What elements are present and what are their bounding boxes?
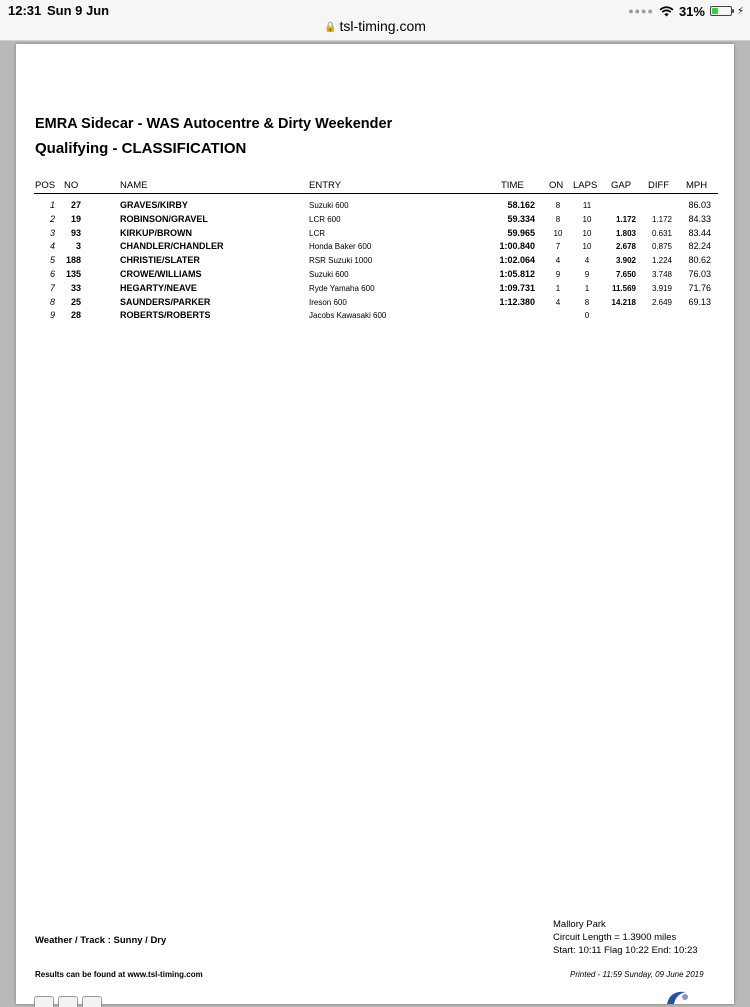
row-gap: 7.650	[615, 270, 636, 279]
row-name: SAUNDERS/PARKER	[120, 296, 211, 307]
row-entry: RSR Suzuki 1000	[309, 256, 373, 266]
row-laps: 10	[582, 214, 592, 224]
row-number: 188	[65, 255, 81, 266]
row-pos: 5	[49, 255, 55, 266]
row-pos: 9	[49, 310, 55, 321]
row-pos: 8	[49, 296, 55, 307]
row-number: 19	[70, 213, 81, 224]
row-laps: 0	[584, 311, 590, 321]
row-time: 59.965	[507, 227, 535, 238]
row-diff: 3.919	[651, 283, 672, 293]
row-laps: 4	[584, 256, 590, 266]
row-name: CHANDLER/CHANDLER	[120, 241, 224, 252]
row-gap: 14.218	[611, 297, 636, 307]
row-entry: LCR 600	[309, 214, 341, 224]
row-entry: Jacobs Kawasaki 600	[309, 311, 387, 321]
row-mph: 71.76	[688, 282, 711, 293]
row-pos: 3	[49, 227, 55, 238]
row-name: CHRISTIE/SLATER	[120, 255, 200, 266]
row-entry: Suzuki 600	[309, 270, 349, 279]
battery-icon	[710, 6, 732, 16]
tsl-logo-icon	[664, 988, 692, 1004]
charging-icon: ⚡	[736, 5, 744, 17]
row-gap: 1.803	[615, 228, 636, 238]
signal-dots-icon: ●●●●	[628, 6, 654, 16]
table-row	[16, 255, 734, 268]
battery-percent: 31%	[678, 3, 705, 19]
col-header-laps: LAPS	[573, 180, 598, 191]
results-document	[16, 44, 734, 1004]
row-name: CROWE/WILLIAMS	[120, 269, 202, 279]
row-name: GRAVES/KIRBY	[120, 200, 188, 210]
session-times: Start: 10:11 Flag 10:22 End: 10:23	[553, 945, 698, 956]
row-mph: 82.24	[688, 241, 711, 252]
row-mph: 80.62	[688, 255, 711, 266]
table-row	[16, 214, 734, 227]
row-number: 28	[70, 310, 81, 321]
wifi-icon	[659, 6, 674, 17]
toolbar-button[interactable]	[82, 996, 102, 1007]
row-laps: 10	[582, 228, 592, 238]
col-header-no: NO	[64, 180, 79, 191]
row-time: 1:09.731	[499, 282, 535, 293]
status-time: 12:31	[8, 3, 42, 18]
circuit-length: Circuit Length = 1.3900 miles	[553, 932, 677, 943]
col-header-pos: POS	[35, 180, 56, 191]
table-row	[16, 283, 734, 296]
row-gap: 3.902	[615, 256, 636, 266]
row-on: 7	[555, 242, 561, 252]
col-header-mph: MPH	[686, 180, 708, 191]
row-diff: 1.224	[651, 256, 672, 266]
row-pos: 2	[49, 213, 55, 224]
row-name: HEGARTY/NEAVE	[120, 282, 197, 293]
row-name: ROBINSON/GRAVEL	[120, 213, 208, 224]
row-number: 3	[75, 241, 81, 252]
row-laps: 8	[584, 297, 590, 307]
row-laps: 1	[584, 283, 590, 293]
row-on: 1	[555, 283, 561, 293]
row-diff: 0.631	[651, 228, 672, 238]
row-time: 1:02.064	[499, 255, 535, 266]
row-entry: Suzuki 600	[309, 201, 349, 210]
battery-fill	[712, 8, 718, 14]
col-header-diff: DIFF	[648, 180, 670, 191]
row-pos: 4	[49, 241, 55, 252]
row-on: 10	[553, 228, 563, 238]
url-text: tsl-timing.com	[339, 18, 426, 34]
table-row	[16, 297, 734, 310]
row-time: 58.162	[507, 200, 535, 210]
col-header-name: NAME	[120, 180, 148, 191]
row-diff: 3.748	[651, 270, 672, 279]
row-on: 9	[555, 270, 561, 279]
row-number: 33	[70, 282, 81, 293]
row-diff: 0.875	[651, 242, 672, 252]
row-diff: 1.172	[651, 214, 672, 224]
row-number: 135	[65, 269, 81, 279]
row-gap: 11.569	[611, 283, 636, 293]
row-mph: 86.03	[688, 200, 711, 210]
row-on: 4	[555, 297, 561, 307]
row-laps: 9	[584, 270, 590, 279]
row-time: 1:05.812	[499, 269, 535, 279]
status-date: Sun 9 Jun	[47, 3, 110, 18]
row-entry: Ireson 600	[309, 297, 347, 307]
row-diff: 2.649	[651, 297, 672, 307]
row-on: 8	[555, 201, 561, 210]
row-mph: 84.33	[688, 213, 711, 224]
table-row	[16, 200, 734, 213]
row-entry: LCR	[309, 228, 326, 238]
table-row	[16, 241, 734, 254]
table-row	[16, 228, 734, 241]
row-laps: 10	[582, 242, 592, 252]
row-on: 8	[555, 214, 561, 224]
col-header-entry: ENTRY	[309, 180, 342, 191]
row-gap: 2.678	[615, 242, 636, 252]
toolbar-button[interactable]	[58, 996, 78, 1007]
results-link-text: Results can be found at www.tsl-timing.com	[35, 970, 203, 979]
toolbar-button[interactable]	[34, 996, 54, 1007]
page-toolbar	[34, 996, 102, 1007]
printed-timestamp: Printed - 11:59 Sunday, 09 June 2019	[570, 970, 704, 979]
row-number: 27	[70, 200, 81, 210]
session-title: Qualifying - CLASSIFICATION	[35, 140, 247, 157]
col-header-gap: GAP	[611, 180, 632, 191]
row-pos: 1	[49, 200, 55, 210]
url-bar[interactable]	[0, 18, 750, 34]
table-row	[16, 310, 734, 323]
header-divider	[34, 193, 718, 194]
row-time: 59.334	[507, 213, 535, 224]
row-pos: 6	[49, 269, 55, 279]
event-title: EMRA Sidecar - WAS Autocentre & Dirty Weekender	[35, 116, 393, 132]
row-time: 1:12.380	[499, 296, 535, 307]
row-name: KIRKUP/BROWN	[120, 227, 192, 238]
row-mph: 69.13	[688, 296, 711, 307]
row-pos: 7	[49, 282, 55, 293]
row-mph: 83.44	[688, 227, 711, 238]
row-on: 4	[555, 256, 561, 266]
row-laps: 11	[582, 201, 592, 210]
row-name: ROBERTS/ROBERTS	[120, 310, 211, 321]
row-gap: 1.172	[615, 214, 636, 224]
row-entry: Ryde Yamaha 600	[309, 283, 375, 293]
table-row	[16, 269, 734, 282]
row-mph: 76.03	[688, 269, 711, 279]
col-header-on: ON	[549, 180, 564, 191]
status-right-group	[628, 3, 744, 19]
lock-icon: 🔒	[324, 22, 337, 33]
circuit-name: Mallory Park	[553, 919, 606, 930]
weather-info: Weather / Track : Sunny / Dry	[35, 935, 167, 946]
circuit-info	[553, 918, 698, 957]
row-time: 1:00.840	[499, 241, 535, 252]
row-number: 25	[70, 296, 81, 307]
row-number: 93	[70, 227, 81, 238]
browser-top-bar	[0, 0, 750, 41]
col-header-time: TIME	[501, 180, 524, 191]
row-entry: Honda Baker 600	[309, 242, 372, 252]
